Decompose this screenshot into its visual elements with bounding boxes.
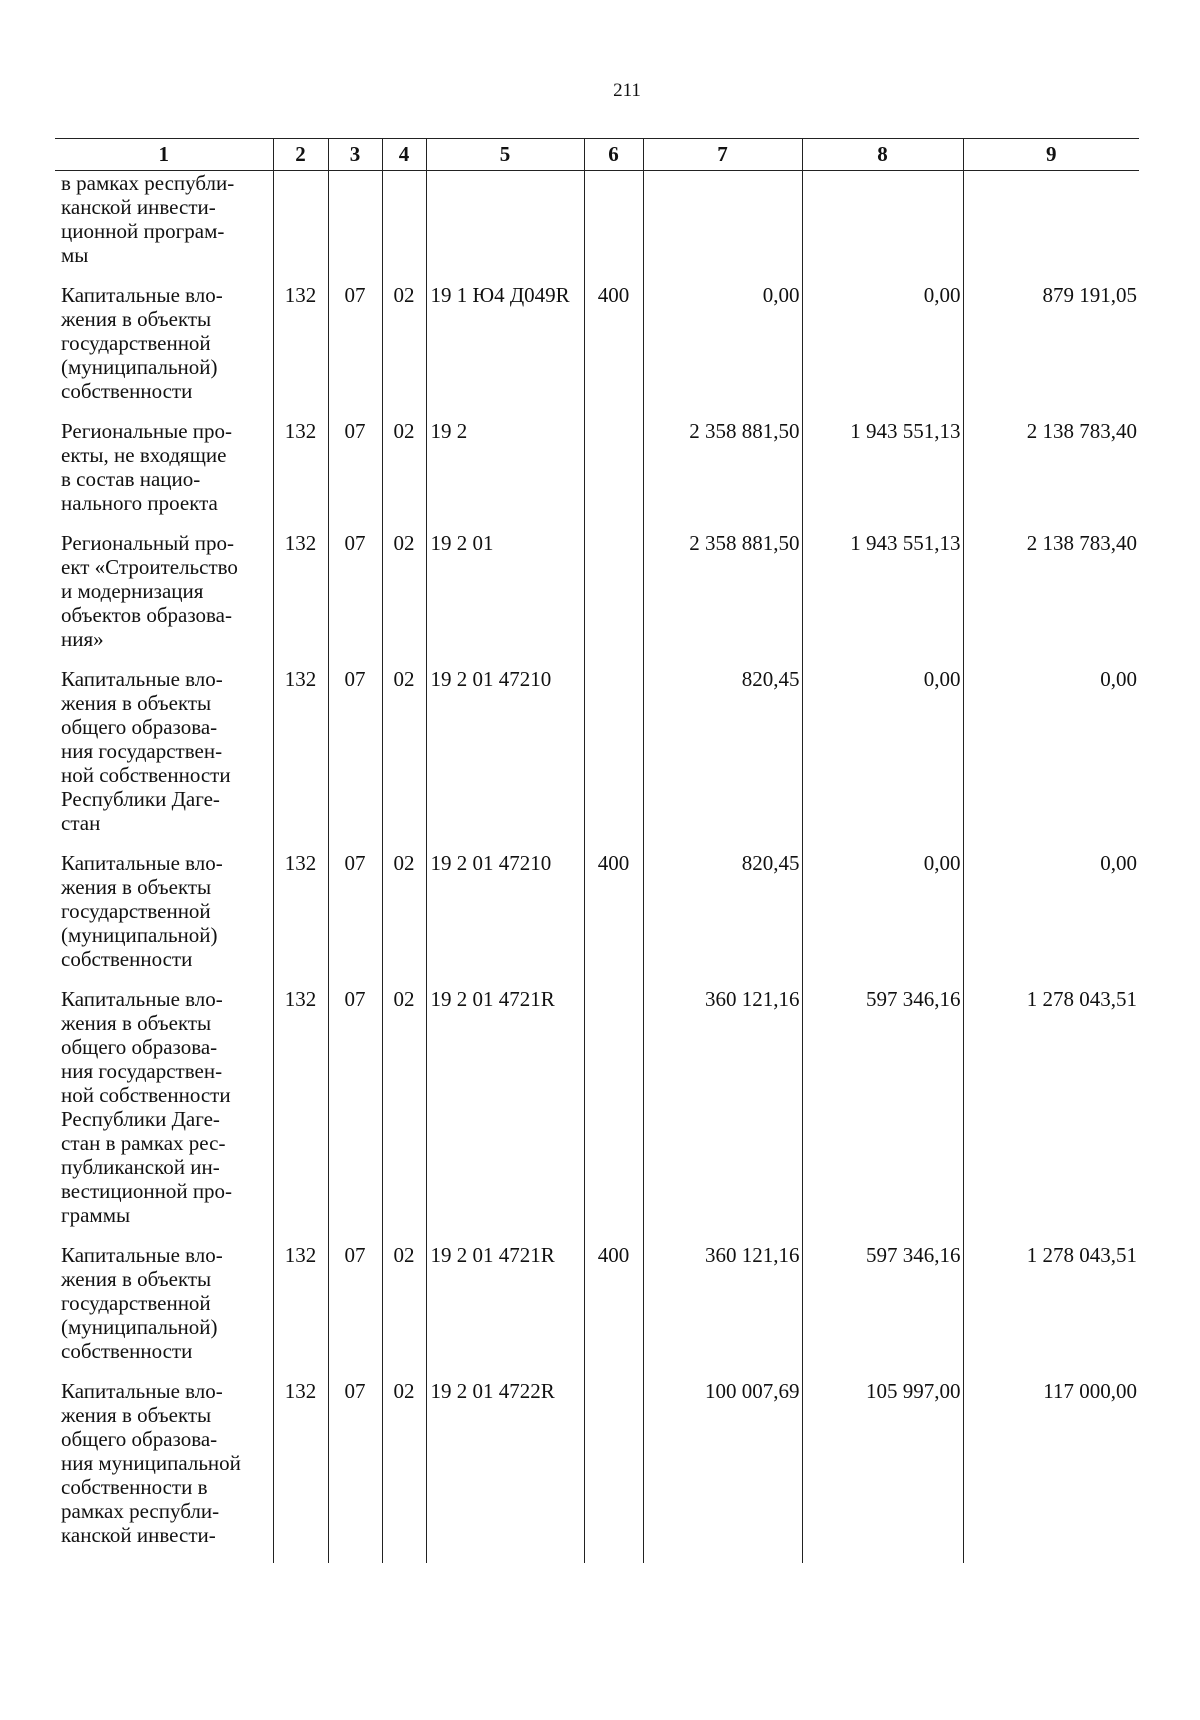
code-subsection-cell: 02: [382, 987, 426, 1243]
description-cell: Капитальные вло- жения в объекты общего образова- ния государствен- ной собственности Республики Даге- стан: [61, 667, 231, 835]
amount-year1-cell: [643, 171, 802, 284]
target-article-cell: 19 2 01 47210: [426, 851, 584, 987]
amount-year2-cell: 0,00: [802, 851, 963, 987]
expense-type-cell: [584, 1379, 643, 1563]
code-section-cell: 07: [328, 531, 382, 667]
amount-year1-cell: 360 121,16: [643, 1243, 802, 1379]
amount-year1-cell: 2 358 881,50: [643, 531, 802, 667]
code-admin-cell: 132: [273, 1379, 328, 1563]
description-cell: Региональный про- ект «Строительство и модернизация объектов образова- ния»: [61, 531, 238, 651]
code-subsection-cell: 02: [382, 851, 426, 987]
expense-type-cell: 400: [584, 1243, 643, 1379]
target-article-cell: [426, 171, 584, 284]
code-admin-cell: 132: [273, 1243, 328, 1379]
code-section-cell: 07: [328, 851, 382, 987]
amount-year2-cell: [802, 171, 963, 284]
code-admin-cell: 132: [273, 419, 328, 531]
table-row: [55, 987, 1139, 1243]
column-header-2: 2: [273, 139, 328, 171]
table-body: [55, 171, 1139, 1564]
code-section-cell: 07: [328, 1243, 382, 1379]
table-row: [55, 531, 1139, 667]
code-subsection-cell: 02: [382, 283, 426, 419]
table-row: [55, 1243, 1139, 1379]
expense-type-cell: [584, 171, 643, 284]
code-admin-cell: 132: [273, 667, 328, 851]
column-header-5: 5: [426, 139, 584, 171]
code-section-cell: 07: [328, 667, 382, 851]
amount-year2-cell: 1 943 551,13: [802, 531, 963, 667]
table-row: [55, 667, 1139, 851]
code-subsection-cell: [382, 171, 426, 284]
code-section-cell: 07: [328, 283, 382, 419]
table-row: [55, 171, 1139, 284]
code-section-cell: 07: [328, 419, 382, 531]
code-subsection-cell: 02: [382, 531, 426, 667]
expense-type-cell: [584, 531, 643, 667]
column-header-7: 7: [643, 139, 802, 171]
table-row: [55, 1379, 1139, 1563]
code-subsection-cell: 02: [382, 667, 426, 851]
column-header-8: 8: [802, 139, 963, 171]
description-cell: Капитальные вло- жения в объекты государственной (муниципальной) собственности: [61, 283, 223, 403]
amount-year1-cell: 820,45: [643, 667, 802, 851]
amount-year3-cell: 1 278 043,51: [963, 1243, 1139, 1379]
expense-type-cell: 400: [584, 851, 643, 987]
amount-year1-cell: 100 007,69: [643, 1379, 802, 1563]
header-row: [55, 139, 1139, 171]
expense-type-cell: [584, 419, 643, 531]
expense-type-cell: [584, 987, 643, 1243]
page-number: 211: [613, 80, 641, 101]
table-row: [55, 851, 1139, 987]
amount-year1-cell: 0,00: [643, 283, 802, 419]
target-article-cell: 19 2: [426, 419, 584, 531]
description-cell: Капитальные вло- жения в объекты общего образова- ния муниципальной собственности в рамках республи- канской инвести-: [61, 1379, 241, 1547]
column-header-4: 4: [382, 139, 426, 171]
amount-year2-cell: 1 943 551,13: [802, 419, 963, 531]
code-subsection-cell: 02: [382, 1243, 426, 1379]
amount-year1-cell: 2 358 881,50: [643, 419, 802, 531]
description-cell: в рамках республи- канской инвести- ционной програм- мы: [61, 171, 235, 267]
amount-year2-cell: 0,00: [802, 667, 963, 851]
column-header-3: 3: [328, 139, 382, 171]
description-cell: Капитальные вло- жения в объекты общего образова- ния государствен- ной собственности Республики Даге- стан в рамках рес- публиканской ин- вестиционной про- граммы: [61, 987, 233, 1227]
amount-year1-cell: 360 121,16: [643, 987, 802, 1243]
amount-year3-cell: 2 138 783,40: [963, 531, 1139, 667]
amount-year3-cell: 0,00: [963, 667, 1139, 851]
code-admin-cell: 132: [273, 851, 328, 987]
target-article-cell: 19 1 Ю4 Д049R: [426, 283, 584, 419]
amount-year2-cell: 597 346,16: [802, 1243, 963, 1379]
description-cell: Капитальные вло- жения в объекты государственной (муниципальной) собственности: [61, 1243, 223, 1363]
column-header-6: 6: [584, 139, 643, 171]
amount-year2-cell: 597 346,16: [802, 987, 963, 1243]
code-section-cell: 07: [328, 987, 382, 1243]
expense-type-cell: [584, 667, 643, 851]
target-article-cell: 19 2 01 4721R: [426, 1243, 584, 1379]
code-admin-cell: 132: [273, 283, 328, 419]
target-article-cell: 19 2 01 47210: [426, 667, 584, 851]
budget-table: [55, 138, 1139, 1563]
amount-year3-cell: [963, 171, 1139, 284]
amount-year3-cell: 879 191,05: [963, 283, 1139, 419]
code-admin-cell: [273, 171, 328, 284]
column-header-1: 1: [55, 139, 273, 171]
code-admin-cell: 132: [273, 987, 328, 1243]
description-cell: Капитальные вло- жения в объекты государственной (муниципальной) собственности: [61, 851, 223, 971]
amount-year3-cell: 117 000,00: [963, 1379, 1139, 1563]
target-article-cell: 19 2 01 4721R: [426, 987, 584, 1243]
code-subsection-cell: 02: [382, 419, 426, 531]
amount-year3-cell: 1 278 043,51: [963, 987, 1139, 1243]
amount-year3-cell: 2 138 783,40: [963, 419, 1139, 531]
amount-year1-cell: 820,45: [643, 851, 802, 987]
expense-type-cell: 400: [584, 283, 643, 419]
code-section-cell: 07: [328, 1379, 382, 1563]
code-admin-cell: 132: [273, 531, 328, 667]
table-row: [55, 283, 1139, 419]
table-row: [55, 419, 1139, 531]
amount-year3-cell: 0,00: [963, 851, 1139, 987]
column-header-9: 9: [963, 139, 1139, 171]
amount-year2-cell: 0,00: [802, 283, 963, 419]
budget-table-container: [55, 138, 1139, 1563]
description-cell: Региональные про- екты, не входящие в состав нацио- нального проекта: [61, 419, 233, 515]
target-article-cell: 19 2 01 4722R: [426, 1379, 584, 1563]
code-subsection-cell: 02: [382, 1379, 426, 1563]
code-section-cell: [328, 171, 382, 284]
target-article-cell: 19 2 01: [426, 531, 584, 667]
amount-year2-cell: 105 997,00: [802, 1379, 963, 1563]
